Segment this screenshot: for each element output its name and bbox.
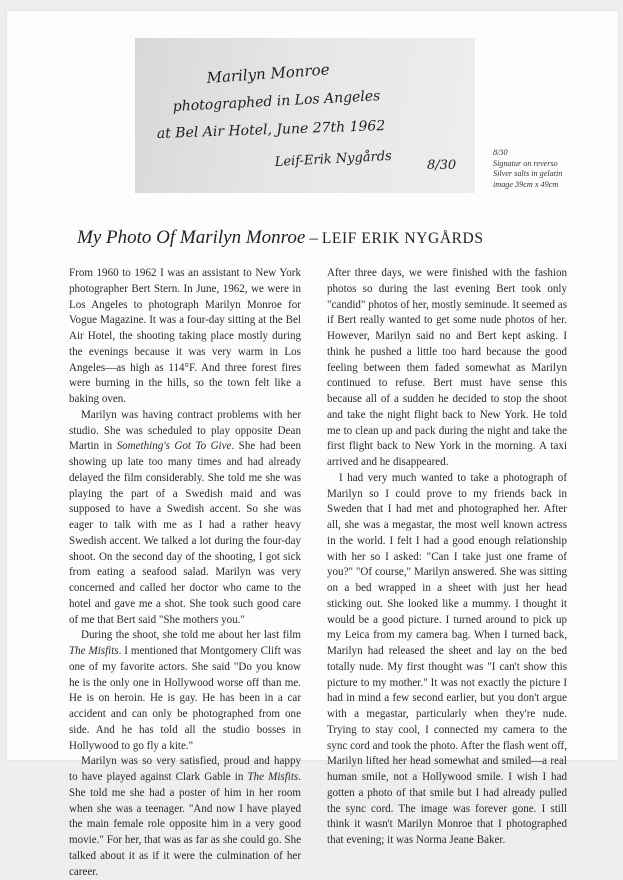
paragraph-text: After three days, we were finished with the fashion photos so during the last evening Bert took only "candid" photos of her, mostly seminude. It seemed as if Bert really wanted to get some nude photos of her. However, Marilyn said no and Bert kept asking. I think he pushed a little too hard because the good feeling between them faded somewhat as Marilyn continued to refuse. Bert must have sense this because all of a sudden he decided to stop the shoot and take the night flight back to New York. He told me to clean up and pack during the night and take the first flight back to New York in the morning. A taxi arrived and he disappeared.: [327, 267, 567, 468]
caption-signature-note: Signatur on reverso: [493, 158, 558, 168]
photo-reverse-inscription: [135, 38, 475, 193]
paragraph-text: . I mentioned that Montgomery Clift was one of my favorite actors. She said "Do you know he is the only one in Hollywood worse off than me. He is on heroin. He is gay. He has been in a car accident and can only be photographed from one side. And he has told all the studio bosses in Hollywood to go fly a kite.": [69, 645, 301, 752]
article-column-right: [327, 266, 567, 849]
paragraph: [69, 266, 301, 408]
caption-dimensions: image 39cm x 49cm: [493, 179, 559, 189]
paragraph: [69, 408, 301, 629]
paragraph-text: Marilyn was so very satisfied, proud and happy to have played against Clark Gable in: [69, 755, 301, 783]
paragraph-text: . She had been showing up late too many times and had already delayed the film considerably. She told me she was playing the part of a Swedish maid and was supposed to have a Swedish accent. So she was eager to talk with me as I had a rather heavy Swedish accent. We talked a lot during the four-day shoot. On the second day of the shooting, I got sick from eating a seafood salad. Marilyn was very concerned and called her doctor who came to the hotel and gave me a shot. She took such good care of me that Bert said "She mothers you.": [69, 440, 302, 626]
paragraph-text: From 1960 to 1962 I was an assistant to New York photographer Bert Stern. In June, 1962, we were in Los Angeles to photograph Marilyn Monroe for Vogue Magazine. It was a four-day sitting at the Bel Air Hotel, the shooting taking place mostly during the evenings because it was very warm in Los Angeles—as high as 114°F. And three forest fires were burning in the hills, so the town felt like a baking oven.: [69, 267, 301, 405]
article-column-left: [69, 266, 301, 880]
signature: Leif-Erik Nygårds: [274, 148, 393, 170]
film-title: The Misfits: [69, 645, 119, 657]
inscription-line-3: at Bel Air Hotel, June 27th 1962: [156, 118, 386, 142]
inscription-line-1: Marilyn Monroe: [206, 60, 331, 87]
photo-caption: [493, 148, 618, 190]
edition-number: 8/30: [427, 158, 457, 173]
article-title: [77, 227, 484, 249]
title-dash: –: [309, 228, 318, 247]
handwritten-inscription: [135, 38, 475, 193]
paragraph-text: During the shoot, she told me about her last film: [81, 629, 301, 642]
caption-edition: 8/30: [493, 148, 508, 157]
title-main: My Photo Of Marilyn Monroe: [77, 227, 306, 248]
paragraph-text: . She told me she had a poster of him in her room when she was a teenager. "And now I have played the main female role opposite him in a very good movie." For her, that was as far as she could go. She talked about it as if it were the culmination of her career.: [69, 771, 301, 878]
inscription-line-2: photographed in Los Angeles: [172, 88, 381, 115]
paragraph-text: I had very much wanted to take a photograph of Marilyn so I could prove to my friends back in Sweden that I had met and photographed her. After all, she was a megastar, the most well known actress in the world. I felt I had a good enough relationship with her so I asked: "Can I take just one frame of you?" "Of course," Marilyn answered. She was sitting on a bed wrapped in a sheet with just her head sticking out. She looked like a mummy. I thought it would be a good picture. I turned around to pick up my Leica from my camera bag. When I turned back, Marilyn had released the sheet and lay on the bed totally nude. My first thought was "I can't show this picture to my mother." It was not exactly the picture I had in mind a few second earlier, but you don't argue with a megastar, particularly when they're nude. Trying to stay cool, I connected my camera to the sync cord and took the photo. After the flash went off, Marilyn lifted her head somewhat and smiled—a real human smile, not a Hollywood smile. I wish I had gotten a photo of that smile but I had already pulled the sync cord. The image was forever gone. I still think it wasn't Marilyn Monroe that I photographed that evening; it was Norma Jeane Baker.: [327, 471, 567, 846]
paragraph: [327, 471, 567, 849]
paragraph: [69, 754, 301, 880]
caption-medium: Silver salts in gelatin: [493, 169, 563, 178]
paragraph-text: Marilyn was having contract problems with her studio. She was scheduled to play opposite Dean Martin in: [69, 408, 301, 453]
film-title: Something's Got To Give: [116, 440, 232, 453]
title-author: LEIF ERIK NYGÅRDS: [321, 230, 484, 247]
paragraph: [327, 266, 567, 471]
paragraph: [69, 628, 301, 754]
film-title: The Misfits: [247, 771, 299, 783]
